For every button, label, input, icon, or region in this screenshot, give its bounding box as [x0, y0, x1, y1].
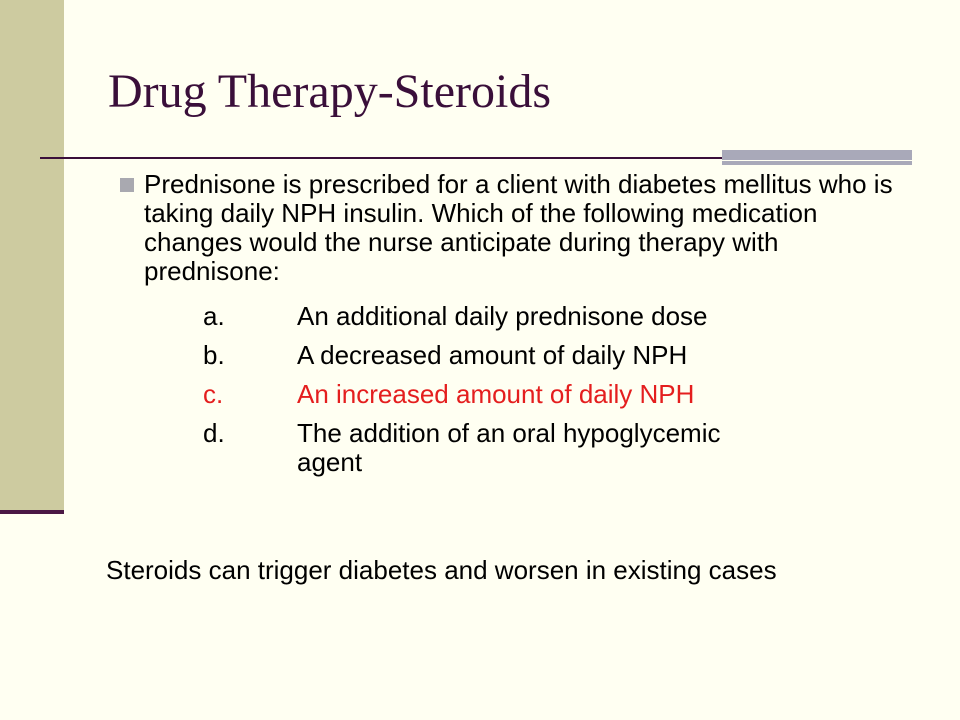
question-text: Prednisone is prescribed for a client with diabetes mellitus who is taking daily NPH insulin. Which of the following medication changes would the nurse anticipate during therapy with prednisone: — [144, 169, 893, 286]
left-decorative-line — [0, 510, 64, 514]
option-c-correct — [203, 380, 903, 409]
accent-bar — [722, 150, 912, 160]
option-text: The addition of an oral hypoglycemic agent — [297, 418, 721, 477]
option-text: An additional daily prednisone dose — [297, 301, 708, 331]
option-text: A decreased amount of daily NPH — [297, 340, 688, 370]
option-d — [203, 419, 903, 477]
bullet-square-icon — [120, 178, 134, 192]
explanation-note: Steroids can trigger diabetes and worsen in existing cases — [106, 555, 777, 585]
option-text: An increased amount of daily NPH — [297, 379, 695, 409]
option-letter: b. — [203, 340, 225, 370]
option-b — [203, 341, 903, 370]
option-letter: d. — [203, 418, 225, 448]
option-letter: c. — [203, 379, 224, 409]
option-a — [203, 302, 903, 331]
slide-title: Drug Therapy-Steroids — [108, 65, 552, 118]
accent-bar-lower — [722, 161, 912, 165]
answer-options — [203, 302, 903, 487]
option-letter: a. — [203, 301, 225, 331]
left-decorative-bar — [0, 0, 64, 510]
